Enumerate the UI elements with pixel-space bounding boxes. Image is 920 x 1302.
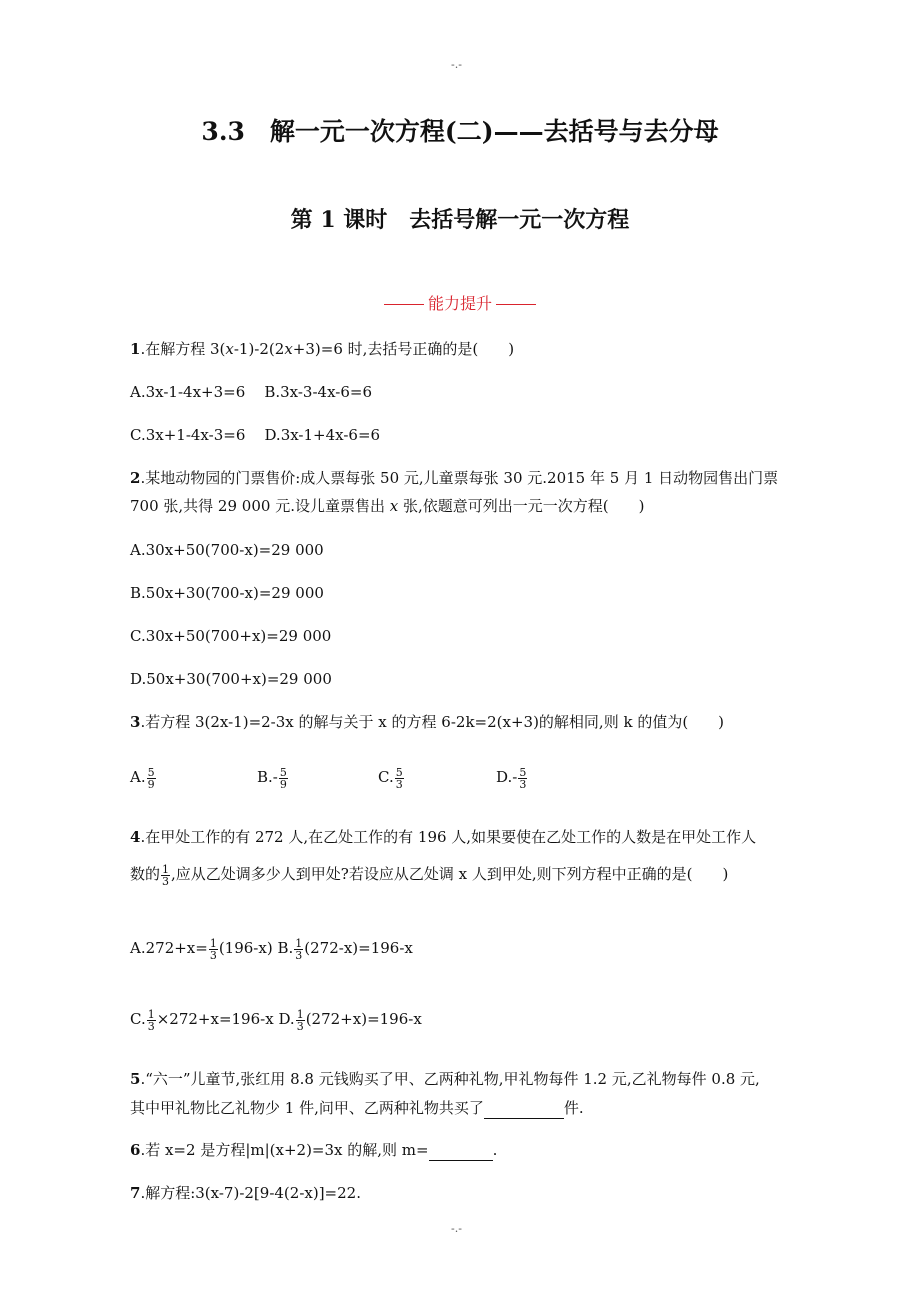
option-c: C.3x+1-4x-3=6 <box>130 426 246 444</box>
answer-blank[interactable] <box>429 1144 493 1161</box>
question-7-stem: 7.解方程:3(x-7)-2[9-4(2-x)]=22. <box>130 1184 361 1202</box>
option-a: A.3x-1-4x+3=6 <box>130 383 246 401</box>
question-4-options-cd <box>130 1008 422 1032</box>
question-2-option-d: D.50x+30(700+x)=29 000 <box>130 670 332 688</box>
option-b: B.3x-3-4x-6=6 <box>264 383 373 401</box>
question-3-options <box>130 762 550 796</box>
question-4-options-ab <box>130 937 413 961</box>
question-2-line-2: 700 张,共得 29 000 元.设儿童票售出 x 张,依题意可列出一元一次方程( ) <box>130 497 645 515</box>
option-c: C. $\frac{1}{3}$ ×272+x=196-x <box>130 1007 274 1033</box>
page-mark-bottom: -.- <box>451 1222 462 1235</box>
answer-blank[interactable] <box>484 1102 564 1119</box>
section-label: 能力提升 <box>427 294 492 313</box>
option-c: C. $\frac{5}{3}$ <box>378 765 403 791</box>
question-4-line-1: 4.在甲处工作的有 272 人,在乙处工作的有 196 人,如果要使在乙处工作的人数是在甲处工作人 <box>130 828 757 846</box>
lesson-subtitle: 第 1 课时 去括号解一元一次方程 <box>290 207 630 233</box>
option-d: D.- $\frac{5}{3}$ <box>496 765 527 791</box>
question-1-options-cd <box>130 424 380 446</box>
option-d: D.3x-1+4x-6=6 <box>264 426 381 444</box>
question-2-option-a: A.30x+50(700-x)=29 000 <box>130 541 324 559</box>
page-mark-top: -.- <box>451 58 462 71</box>
section-line-right <box>496 304 536 305</box>
question-3-stem: 3.若方程 3(2x-1)=2-3x 的解与关于 x 的方程 6-2k=2(x+3)的解相同,则 k 的值为( ) <box>130 713 725 731</box>
page-title: 3.3 解一元一次方程(二)——去括号与去分母 <box>201 117 719 146</box>
question-2-option-c: C.30x+50(700+x)=29 000 <box>130 627 332 645</box>
question-4-line-2: 数的 $\frac{1}{3}$ ,应从乙处调多少人到甲处?若设应从乙处调 x 人到甲处,则下列方程中正确的是( ) <box>130 862 729 888</box>
question-1-options-ab <box>130 381 372 403</box>
question-1-stem: 1.在解方程 3(x-1)-2(2x+3)=6 时,去括号正确的是( ) <box>130 340 515 358</box>
option-a: A. $\frac{5}{9}$ <box>130 765 155 791</box>
option-b: B.- $\frac{5}{9}$ <box>257 765 287 791</box>
option-a: A.272+x= $\frac{1}{3}$ (196-x) <box>130 936 273 962</box>
question-5-line-1: 5.“六一”儿童节,张红用 8.8 元钱购买了甲、乙两种礼物,甲礼物每件 1.2 元,乙礼物每件 0.8 元, <box>130 1070 760 1088</box>
section-header <box>0 291 920 314</box>
option-b: B. $\frac{1}{3}$ (272-x)=196-x <box>272 936 413 962</box>
section-line-left <box>384 304 424 305</box>
option-d: D. $\frac{1}{3}$ (272+x)=196-x <box>273 1007 422 1033</box>
question-5-line-2: 其中甲礼物比乙礼物少 1 件,问甲、乙两种礼物共买了 件. <box>130 1099 584 1117</box>
question-6-stem: 6.若 x=2 是方程|m|(x+2)=3x 的解,则 m= . <box>130 1141 498 1159</box>
question-2-option-b: B.50x+30(700-x)=29 000 <box>130 584 324 602</box>
question-2-line-1: 2.某地动物园的门票售价:成人票每张 50 元,儿童票每张 30 元.2015 年 5 月 1 日动物园售出门票 <box>130 469 779 487</box>
